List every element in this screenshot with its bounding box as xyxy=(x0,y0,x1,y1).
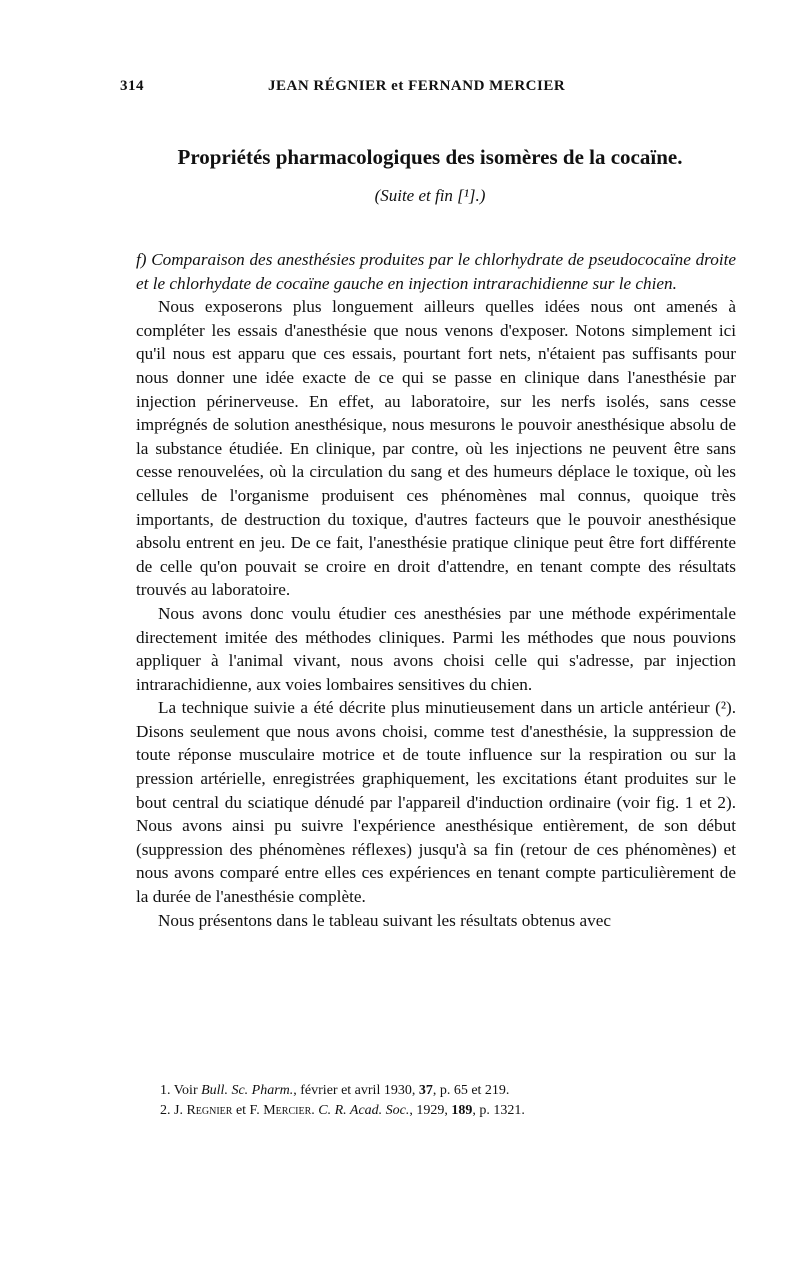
footnote xyxy=(160,1101,720,1121)
paragraph: Nous avons donc voulu étudier ces anesthésies par une méthode expérimentale directement imitée des méthodes cliniques. Parmi les méthodes que nous pouvions appliquer à l'animal vivant, nous avons choisi celle qui s'adresse, par injection intrarachidienne, aux voies lombaires sensitives du chien. xyxy=(136,603,736,694)
page-number: 314 xyxy=(120,78,144,94)
running-head: JEAN RÉGNIER et FERNAND MERCIER xyxy=(268,78,566,94)
article-title: Propriétés pharmacologiques des isomères de la cocaïne. xyxy=(177,145,683,169)
page-header xyxy=(120,78,740,100)
footnote-volume: 189 xyxy=(451,1103,473,1118)
footnote-number: 1. xyxy=(160,1083,171,1098)
section-heading: f) Comparaison des anesthésies produites par le chlorhydrate de pseudococaïne droite et le chlorhydate de cocaïne gauche en injection intrarachidienne sur le chien. xyxy=(136,250,736,293)
body-text xyxy=(136,248,736,932)
footnote-text: , p. 65 et 219. xyxy=(432,1083,510,1098)
footnote-author: Mercier xyxy=(263,1103,312,1118)
footnote-text: , p. 1321. xyxy=(472,1103,525,1118)
paragraph: Nous présentons dans le tableau suivant les résultats obtenus avec xyxy=(158,910,611,930)
footnote-source: C. R. Acad. Soc. xyxy=(318,1103,410,1118)
footnote-text: , février et avril 1930, xyxy=(293,1083,419,1098)
footnote-text: et F. xyxy=(232,1103,264,1118)
paragraph: La technique suivie a été décrite plus minutieusement dans un article antérieur (²). Disons seulement que nous avons choisi, comme test d'anesthésie, la suppression de toute réponse musculaire motrice et de toute influence sur la respiration ou sur la pression artérielle, enregistrées graphiquement, les excitations étant produites sur le bout central du sciatique dénudé par l'appareil d'induction ordinaire (voir fig. 1 et 2). Nous avons ainsi pu suivre l'expérience anesthésique entièrement, de son début (suppression des phénomènes réflexes) jusqu'à sa fin (retour de ces phénomènes) et nous avons comparé entre elles ces expériences en tenant compte particulièrement de la durée de l'anesthésie complète. xyxy=(136,698,736,907)
paragraph: Nous exposerons plus longuement ailleurs quelles idées nous ont amenés à compléter les essais d'anesthésie que nous venons d'exposer. Notons simplement ici qu'il nous est apparu que ces essais, pourtant fort nets, n'étaient pas suffisants pour nous donner une idée exacte de ce qui se passe en clinique dans l'anesthésie par injection périnerveuse. En effet, au laboratoire, sur les nerfs isolés, sans cesse imprégnés de solution anesthésique, nous mesurons le pouvoir anesthésique absolu de la substance étudiée. En clinique, par contre, où les injections ne peuvent être sans cesse renouvelées, où la circulation du sang et des humeurs déplace le toxique, où les cellules de l'organisme produisent ces phénomènes mal connus, quoique très importants, de destruction du toxique, d'autres facteurs que le pouvoir anesthésique absolu entrent en jeu. De ce fait, l'anesthésie pratique clinique peut être fort différente de celle qu'on pouvait se croire en droit d'attendre, en tenant compte des résultats trouvés au laboratoire. xyxy=(136,297,736,600)
footnotes xyxy=(160,1081,720,1121)
footnote-prefix: Voir xyxy=(173,1083,202,1098)
footnote xyxy=(160,1081,720,1101)
footnote-source: Bull. Sc. Pharm. xyxy=(201,1083,294,1098)
footnote-text: . xyxy=(311,1103,319,1118)
footnote-author: J. Regnier xyxy=(174,1103,233,1118)
footnote-number: 2. xyxy=(160,1103,171,1118)
footnote-volume: 37 xyxy=(418,1083,433,1098)
article-subtitle: (Suite et fin [¹].) xyxy=(374,186,486,205)
footnote-text: , 1929, xyxy=(409,1103,452,1118)
